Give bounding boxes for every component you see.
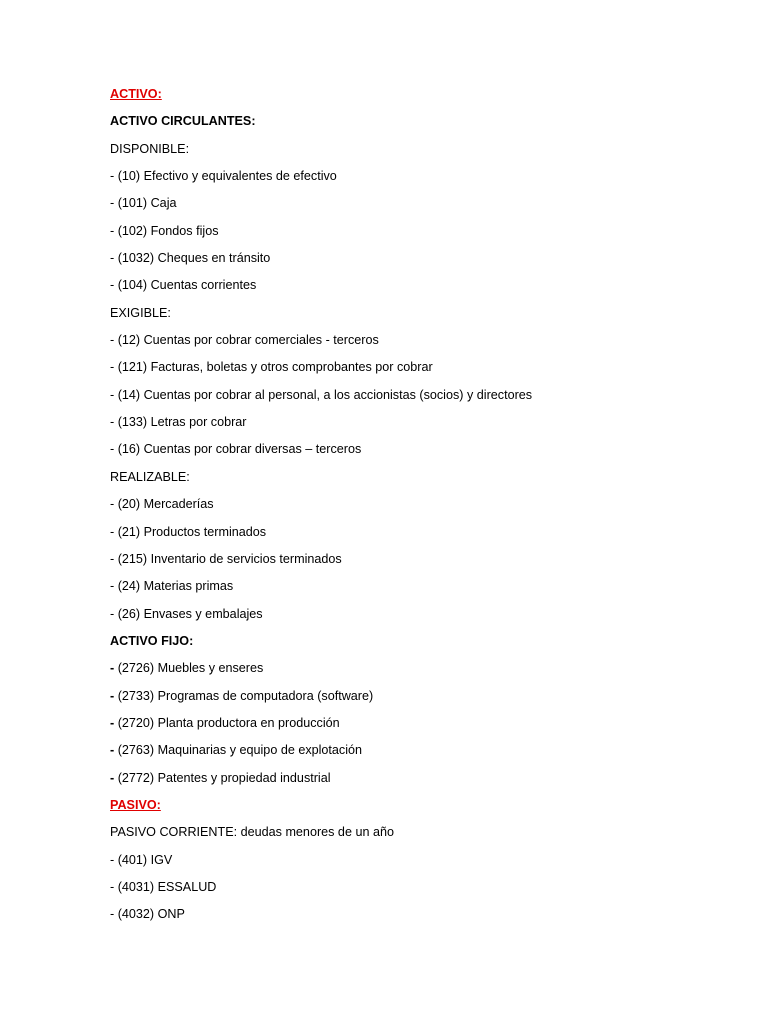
list-item xyxy=(110,769,730,796)
section-heading-activo: ACTIVO: xyxy=(110,87,162,101)
list-item: - (101) Caja xyxy=(110,196,177,211)
list-item: - (24) Materias primas xyxy=(110,579,234,594)
list-dash: - xyxy=(110,661,115,676)
list-dash: - xyxy=(110,715,115,730)
document-page xyxy=(110,85,730,933)
list-item: - (102) Fondos fijos xyxy=(110,223,219,238)
list-dash: - xyxy=(110,770,115,785)
subheading-activo-circulantes: ACTIVO CIRCULANTES: xyxy=(110,114,256,129)
list-item xyxy=(110,741,730,768)
subheading-pasivo-corriente: PASIVO CORRIENTE: deudas menores de un año xyxy=(110,825,394,840)
list-item: - (20) Mercaderías xyxy=(110,497,214,512)
list-item: - (16) Cuentas por cobrar diversas – terceros xyxy=(110,442,362,457)
list-item-text: (2763) Maquinarias y equipo de explotación xyxy=(114,743,363,758)
list-item-text: (2772) Patentes y propiedad industrial xyxy=(114,770,331,785)
category-realizable: REALIZABLE: xyxy=(110,469,190,484)
list-item-text: (2726) Muebles y enseres xyxy=(114,661,264,676)
list-item: - (21) Productos terminados xyxy=(110,524,267,539)
category-exigible: EXIGIBLE: xyxy=(110,305,171,320)
list-item: - (215) Inventario de servicios terminados xyxy=(110,551,342,566)
category-disponible: DISPONIBLE: xyxy=(110,141,190,156)
list-item-text: (2733) Programas de computadora (software) xyxy=(114,688,374,703)
list-item: - (121) Facturas, boletas y otros comprobantes por cobrar xyxy=(110,360,433,375)
list-item: - (12) Cuentas por cobrar comerciales - terceros xyxy=(110,333,379,348)
list-item-text: (2720) Planta productora en producción xyxy=(114,715,340,730)
section-heading-pasivo: PASIVO: xyxy=(110,797,161,812)
list-item: - (26) Envases y embalajes xyxy=(110,606,263,621)
list-dash: - xyxy=(110,743,115,758)
list-item: - (4031) ESSALUD xyxy=(110,879,217,894)
list-item: - (4032) ONP xyxy=(110,907,185,922)
list-item xyxy=(110,714,730,741)
list-item: - (10) Efectivo y equivalentes de efectivo xyxy=(110,169,337,184)
list-item xyxy=(110,659,730,686)
list-item: - (133) Letras por cobrar xyxy=(110,415,247,430)
list-item: - (14) Cuentas por cobrar al personal, a los accionistas (socios) y directores xyxy=(110,387,533,402)
list-item: - (401) IGV xyxy=(110,852,173,867)
list-item: - (1032) Cheques en tránsito xyxy=(110,251,271,266)
list-item xyxy=(110,687,730,714)
list-dash: - xyxy=(110,688,115,703)
subheading-activo-fijo: ACTIVO FIJO: xyxy=(110,633,194,648)
list-item: - (104) Cuentas corrientes xyxy=(110,278,257,293)
